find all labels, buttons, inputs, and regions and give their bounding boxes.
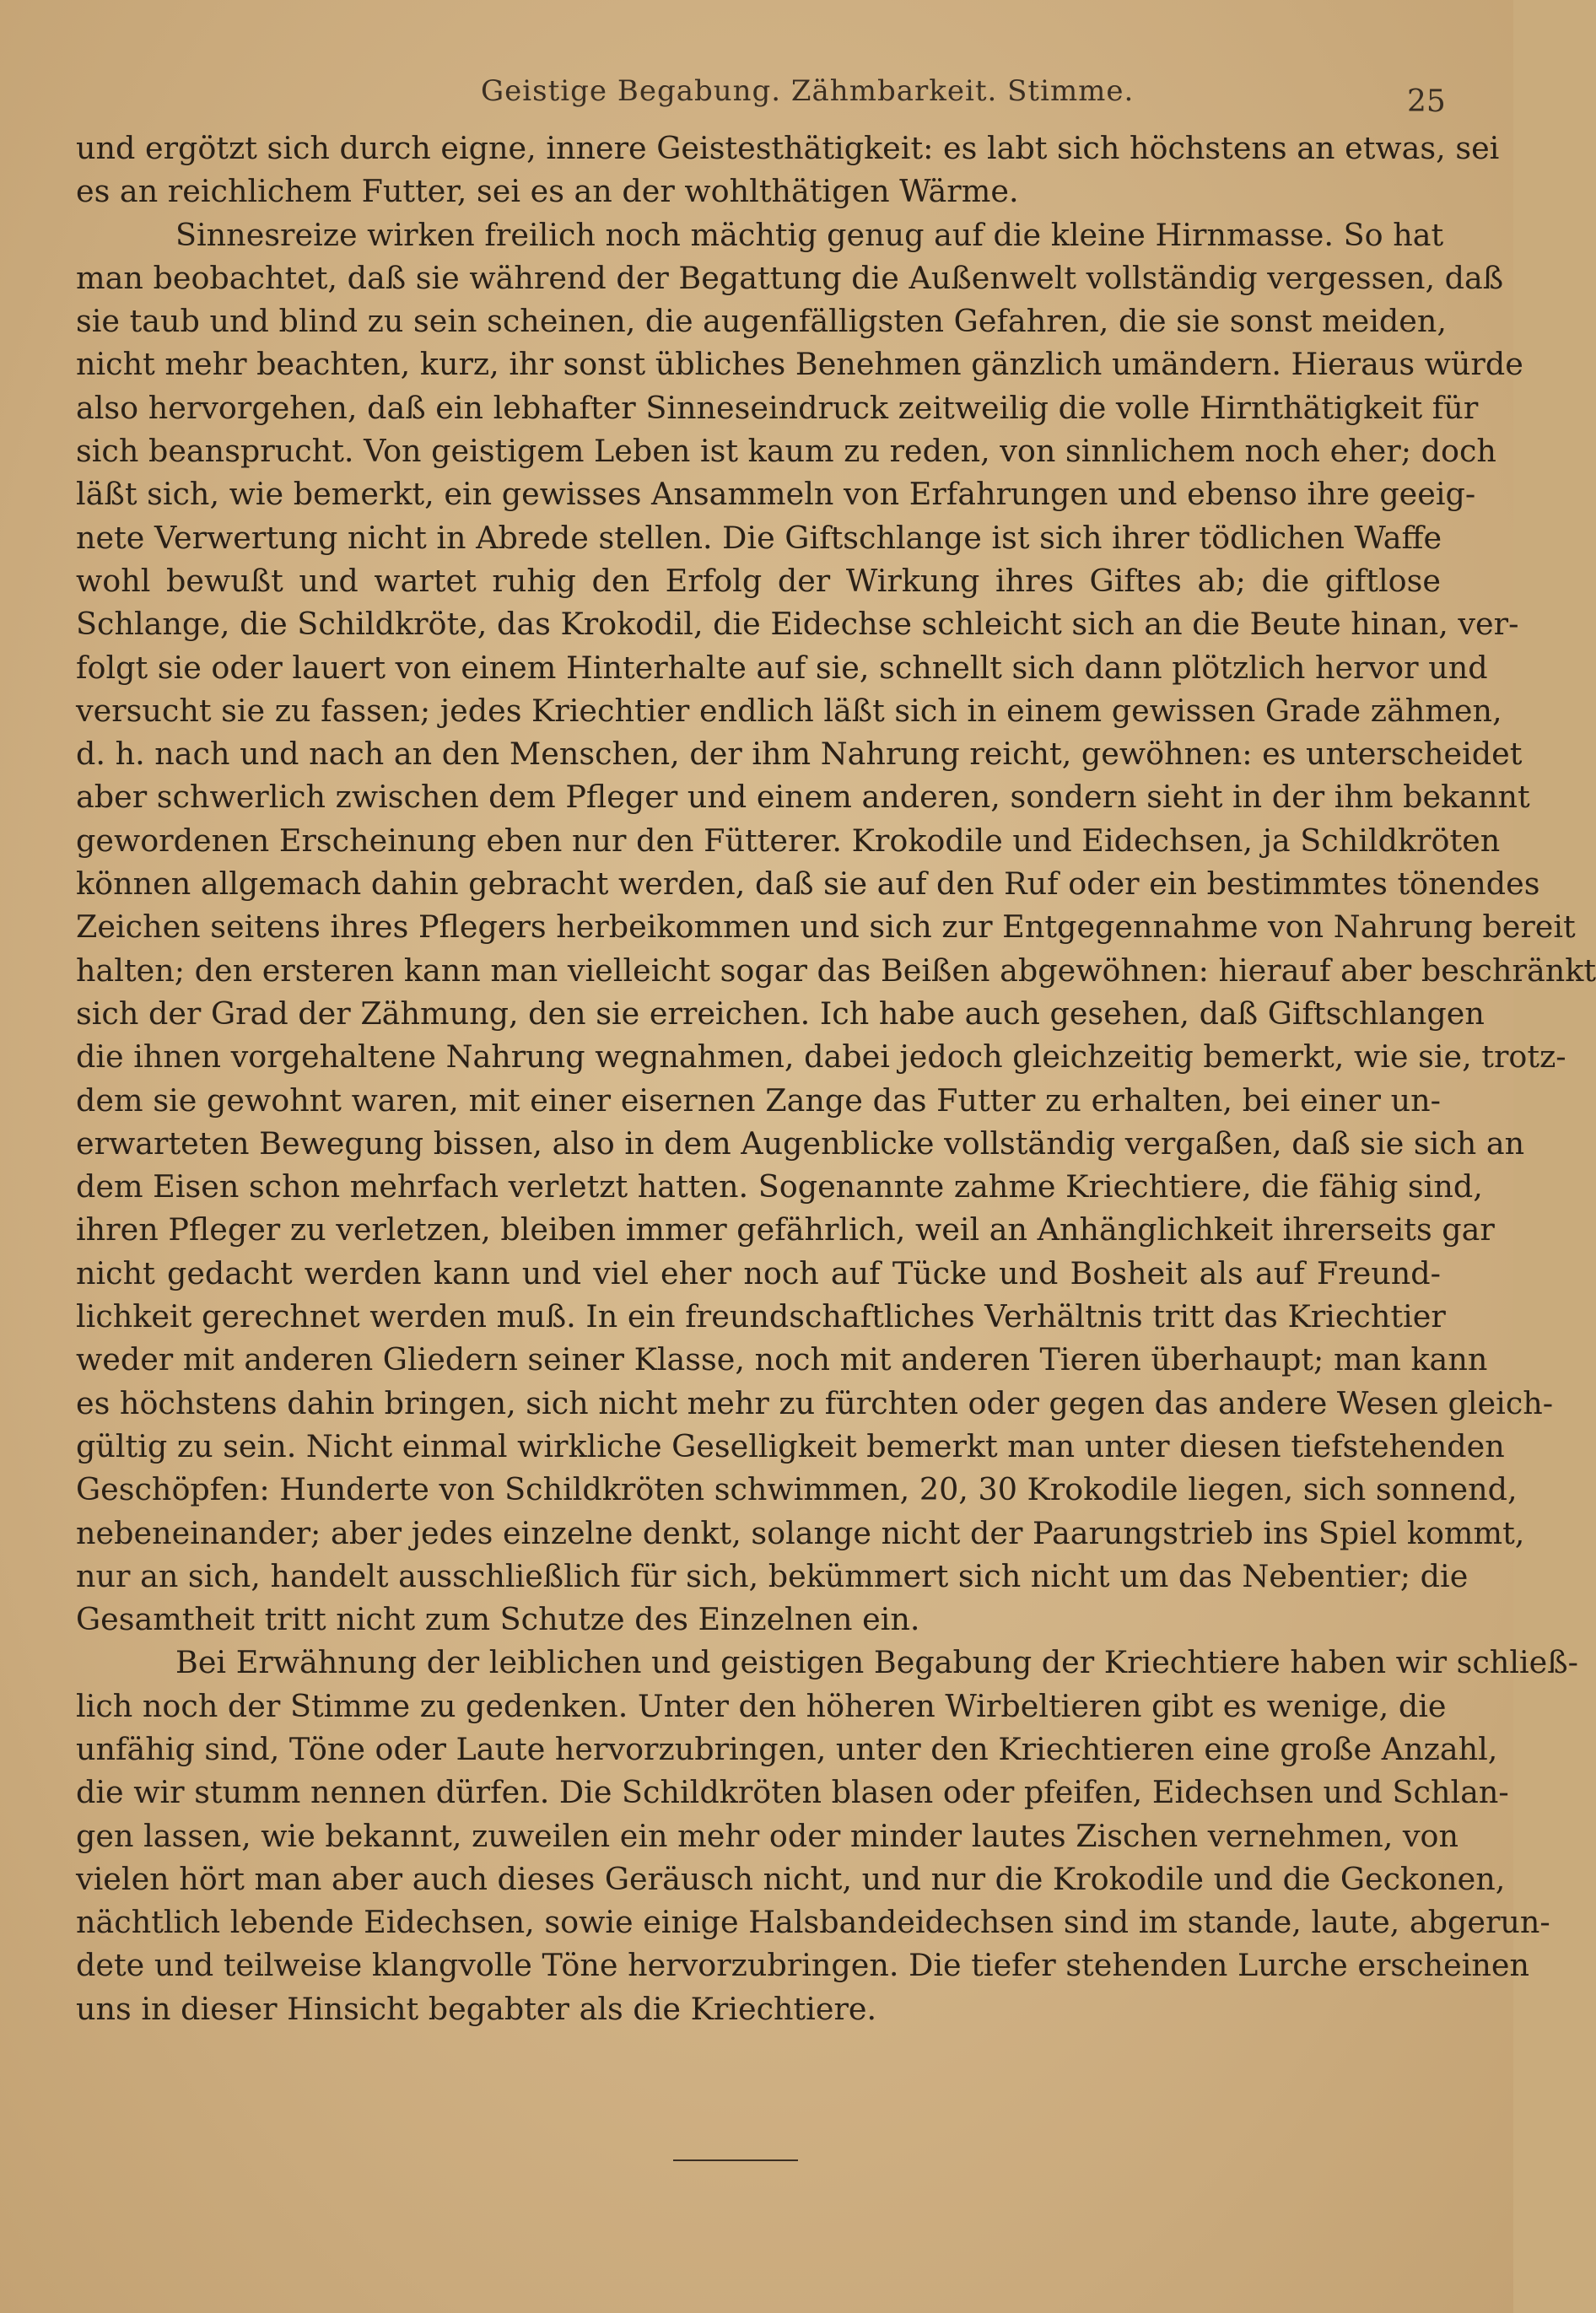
text-line: aber schwerlich zwischen dem Pfleger und einem anderen, sondern sieht in der ihm bekannt	[76, 779, 1530, 816]
text-line: es an reichlichem Futter, sei es an der wohlthätigen Wärme.	[76, 173, 1019, 210]
text-line: lichkeit gerechnet werden muß. In ein freundschaftliches Verhältnis tritt das Kriechtier	[76, 1298, 1446, 1335]
text-line: gültig zu sein. Nicht einmal wirkliche Geselligkeit bemerkt man unter diesen tiefstehenden	[76, 1427, 1505, 1464]
paragraph	[76, 1641, 1578, 2030]
text-line: lich noch der Stimme zu gedenken. Unter den höheren Wirbeltieren gibt es wenige, die	[76, 1687, 1447, 1724]
text-line: unfähig sind, Töne oder Laute hervorzubringen, unter den Kriechtieren eine große Anzahl,	[76, 1730, 1498, 1767]
text-line: es höchstens dahin bringen, sich nicht mehr zu fürchten oder gegen das andere Wesen gleich-	[76, 1384, 1554, 1421]
text-line: gewordenen Erscheinung eben nur den Fütterer. Krokodile und Eidechsen, ja Schildkröten	[76, 822, 1501, 859]
text-line: nicht mehr beachten, kurz, ihr sonst übliches Benehmen gänzlich umändern. Hieraus würde	[76, 346, 1523, 383]
text-line: dete und teilweise klangvolle Töne hervorzubringen. Die tiefer stehenden Lurche erscheinen	[76, 1947, 1529, 1984]
text-line: Zeichen seitens ihres Pflegers herbeikommen und sich zur Entgegennahme von Nahrung bereit	[76, 908, 1576, 946]
text-line: nete Verwertung nicht in Abrede stellen. Die Giftschlange ist sich ihrer tödlichen Waffe	[76, 519, 1442, 556]
page-header	[0, 66, 1513, 119]
section-end-rule	[673, 2159, 798, 2161]
text-line: läßt sich, wie bemerkt, ein gewisses Ansammeln von Erfahrungen und ebenso ihre geeig-	[76, 476, 1476, 513]
text-line: Gesamtheit tritt nicht zum Schutze des Einzelnen ein.	[76, 1601, 920, 1638]
text-line: nur an sich, handelt ausschließlich für sich, bekümmert sich nicht um das Nebentier; die	[76, 1557, 1469, 1594]
text-line: man beobachtet, daß sie während der Begattung die Außenwelt vollständig vergessen, daß	[76, 259, 1504, 296]
text-line: Geschöpfen: Hunderte von Schildkröten schwimmen, 20, 30 Krokodile liegen, sich sonnend,	[76, 1471, 1518, 1508]
text-line: können allgemach dahin gebracht werden, daß sie auf den Ruf oder ein bestimmtes tönendes	[76, 865, 1540, 903]
body-text	[76, 127, 1596, 2030]
text-line: nebeneinander; aber jedes einzelne denkt, solange nicht der Paarungstrieb ins Spiel kommt,	[76, 1514, 1525, 1551]
text-line: also hervorgehen, daß ein lebhafter Sinneseindruck zeitweilig die volle Hirnthätigkeit für	[76, 389, 1479, 426]
text-line: sich der Grad der Zähmung, den sie erreichen. Ich habe auch gesehen, daß Giftschlangen	[76, 995, 1485, 1032]
text-line: weder mit anderen Gliedern seiner Klasse, noch mit anderen Tieren überhaupt; man kann	[76, 1341, 1488, 1378]
text-line: gen lassen, wie bekannt, zuweilen ein mehr oder minder lautes Zischen vernehmen, von	[76, 1817, 1459, 1854]
text-line: und ergötzt sich durch eigne, innere Geistesthätigkeit: es labt sich höchstens an etwas, sei	[76, 130, 1500, 166]
text-line: halten; den ersteren kann man vielleicht sogar das Beißen abgewöhnen: hierauf aber beschränkt	[76, 952, 1596, 989]
text-line: dem sie gewohnt waren, mit einer eisernen Zange das Futter zu erhalten, bei einer un-	[76, 1081, 1441, 1119]
text-line: folgt sie oder lauert von einem Hinterhalte auf sie, schnellt sich dann plötzlich hervor und	[76, 649, 1488, 686]
paragraph	[76, 127, 1500, 213]
text-line: uns in dieser Hinsicht begabter als die Kriechtiere.	[76, 1990, 877, 2027]
text-line: die ihnen vorgehaltene Nahrung wegnahmen, dabei jedoch gleichzeitig bemerkt, wie sie, trotz-	[76, 1038, 1566, 1076]
text-line: Sinnesreize wirken freilich noch mächtig genug auf die kleine Hirnmasse. So hat	[175, 216, 1444, 253]
paragraph	[76, 213, 1596, 1642]
text-line: vielen hört man aber auch dieses Geräusch nicht, und nur die Krokodile und die Geckonen,	[76, 1860, 1506, 1897]
text-line: nächtlich lebende Eidechsen, sowie einige Halsbandeidechsen sind im stande, laute, abgerun-	[76, 1904, 1550, 1941]
text-line: sie taub und blind zu sein scheinen, die augenfälligsten Gefahren, die sie sonst meiden,	[76, 303, 1447, 340]
text-line: die wir stumm nennen dürfen. Die Schildkröten blasen oder pfeifen, Eidechsen und Schlan-	[76, 1774, 1509, 1811]
text-line: ihren Pfleger zu verletzen, bleiben immer gefährlich, weil an Anhänglichkeit ihrerseits gar	[76, 1211, 1495, 1248]
text-line: versucht sie zu fassen; jedes Kriechtier endlich läßt sich in einem gewissen Grade zähmen,	[76, 692, 1502, 729]
text-line: sich beansprucht. Von geistigem Leben ist kaum zu reden, von sinnlichem noch eher; doch	[76, 433, 1496, 470]
page-number: 25	[1407, 84, 1446, 119]
text-line: wohl bewußt und wartet ruhig den Erfolg der Wirkung ihres Giftes ab; die giftlose	[76, 562, 1441, 599]
text-line: dem Eisen schon mehrfach verletzt hatten. Sogenannte zahme Kriechtiere, die fähig sind,	[76, 1168, 1483, 1205]
text-line: erwarteten Bewegung bissen, also in dem Augenblicke vollständig vergaßen, daß sie sich an	[76, 1124, 1525, 1162]
text-line: nicht gedacht werden kann und viel eher noch auf Tücke und Bosheit als auf Freund-	[76, 1254, 1441, 1291]
text-line: Bei Erwähnung der leiblichen und geistigen Begabung der Kriechtiere haben wir schließ-	[175, 1644, 1578, 1681]
running-title: Geistige Begabung. Zähmbarkeit. Stimme.	[481, 74, 1135, 108]
text-line: d. h. nach und nach an den Menschen, der ihm Nahrung reicht, gewöhnen: es unterscheidet	[76, 736, 1523, 773]
text-line: Schlange, die Schildkröte, das Krokodil, die Eidechse schleicht sich an die Beute hinan, ver-	[76, 606, 1519, 643]
